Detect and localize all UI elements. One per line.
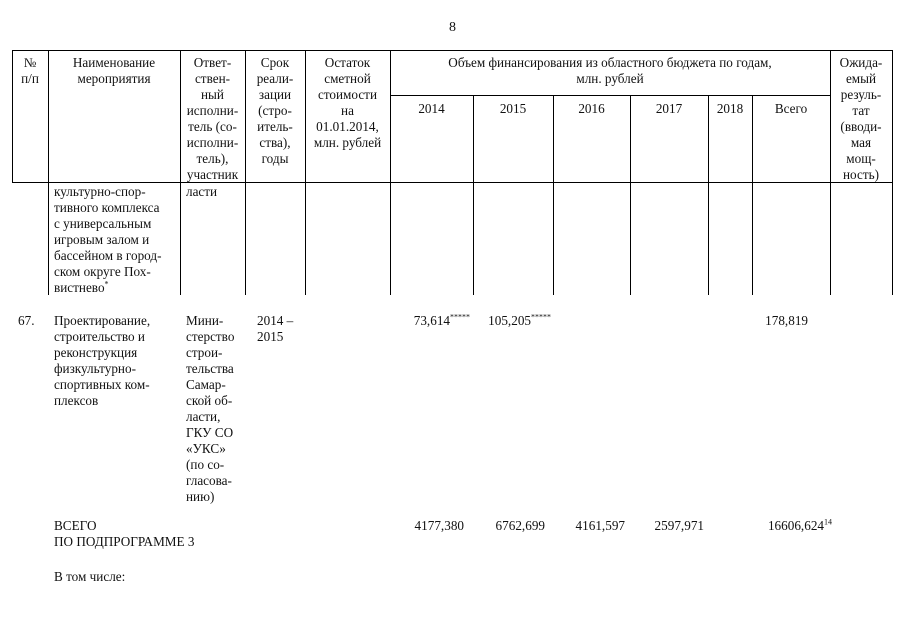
header-expected-result: Ожида- емый резуль- тат (вводи- мая мощ- ность) <box>839 55 883 182</box>
subprogram-total-2017: 2597,971 <box>654 518 704 533</box>
years-divider <box>390 95 830 96</box>
header-year-2018: 2018 <box>716 101 744 116</box>
col-border <box>473 95 474 295</box>
row-67-number: 67. <box>18 313 35 328</box>
row-67-total: 178,819 <box>765 313 808 328</box>
header-term: Срок реали- зации (стро- итель- ства), годы <box>256 55 294 166</box>
subprogram-total-sum: 16606,624$^{14}$ <box>767 517 832 533</box>
col-border <box>892 50 893 295</box>
subprogram-total-2016: 4161,597 <box>575 518 625 533</box>
header-num: № п/п <box>21 55 39 86</box>
col-border <box>708 95 709 295</box>
header-year-2016: 2016 <box>578 101 605 116</box>
header-year-2015: 2015 <box>499 101 527 116</box>
row-67-responsible: Мини- стерство строи- тельства Самар- ской об- ласти, ГКУ СО «УКС» (по со- гласова- нию) <box>186 313 235 504</box>
subprogram-total-2014: 4177,380 <box>414 518 464 533</box>
col-border <box>553 95 554 295</box>
page-number: 8 <box>449 20 456 35</box>
header-responsible: Ответ- ствен- ный исполни- тель (со- исполни- тель), участник <box>186 55 239 182</box>
footnote-mark: ***** <box>531 312 551 322</box>
subprogram-total-2015: 6762,699 <box>495 518 545 533</box>
header-year-2017: 2017 <box>655 101 683 116</box>
col-border <box>630 95 631 295</box>
continued-row-responsible: ласти <box>186 184 218 199</box>
header-year-2014: 2014 <box>418 101 445 116</box>
header-remaining-cost: Остаток сметной стоимости на 01.01.2014, млн. рублей <box>313 55 382 150</box>
row-67-term: 2014 – 2015 <box>257 313 294 344</box>
row-67-name: Проектирование, строительство и реконструкция физкультурно- спортивных ком- плексов <box>54 313 151 408</box>
header-bottom-border <box>12 182 892 183</box>
footnote-mark: 14 <box>824 517 832 527</box>
row-67-value-2014: 73,614***** <box>413 312 470 328</box>
table-top-border <box>12 50 892 51</box>
footnote-mark: ***** <box>450 312 470 322</box>
header-total: Всего <box>774 101 808 116</box>
continued-row-name: культурно-спор- тивного комплекса с универсальным игровым залом и бассейном в город- ском округе Пох- вистнево* <box>54 184 162 295</box>
header-name: Наименование мероприятия <box>72 55 156 86</box>
subprogram-total-label: ВСЕГО ПО ПОДПРОГРАММЕ 3 <box>54 518 195 549</box>
including-label: В том числе: <box>54 569 126 584</box>
header-funding: Объем финансирования из областного бюджета по годам, млн. рублей <box>448 55 772 86</box>
col-border <box>752 95 753 295</box>
footnote-mark: * <box>104 279 109 289</box>
row-67-value-2015: 105,205***** <box>488 312 551 328</box>
